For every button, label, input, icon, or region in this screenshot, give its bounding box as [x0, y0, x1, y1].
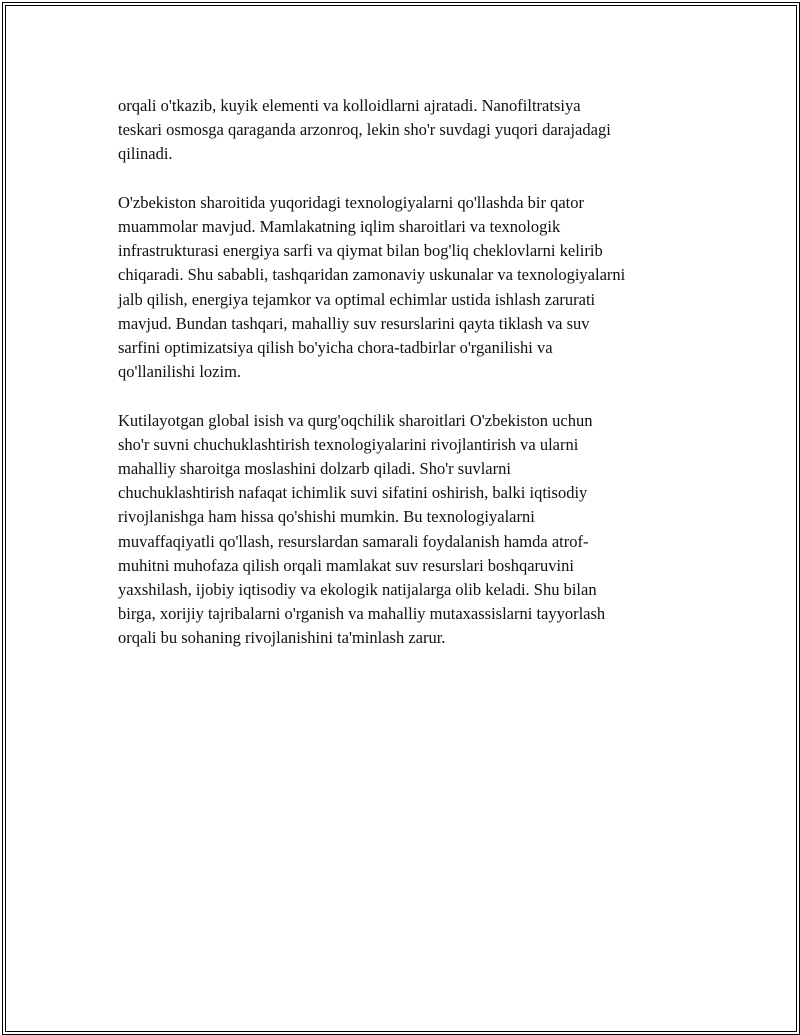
text-line: Kutilayotgan global isish va qurg'oqchilik sharoitlari O'zbekiston uchun: [118, 410, 593, 430]
text-line: sarfini optimizatsiya qilish bo'yicha chora-tadbirlar o'rganilishi va: [118, 338, 553, 358]
text-line: mavjud. Bundan tashqari, mahalliy suv resurslarini qayta tiklash va suv: [118, 313, 590, 333]
text-line: chiqaradi. Shu sababli, tashqaridan zamonaviy uskunalar va texnologiyalarni: [118, 265, 626, 285]
document-body: [118, 94, 698, 675]
text-line: qilinadi.: [118, 144, 173, 164]
text-line: teskari osmosga qaraganda arzonroq, lekin sho'r suvdagi yuqori darajadagi: [118, 120, 611, 140]
text-line: muammolar mavjud. Mamlakatning iqlim sharoitlari va texnologik: [118, 217, 561, 236]
text-line: orqali o'tkazib, kuyik elementi va kolloidlarni ajratadi. Nanofiltratsiya: [118, 96, 581, 115]
paragraph-1: [118, 94, 698, 167]
text-line: yaxshilash, ijobiy iqtisodiy va ekologik natijalarga olib keladi. Shu bilan: [118, 580, 597, 600]
text-line: sho'r suvni chuchuklashtirish texnologiyalarini rivojlantirish va ularni: [118, 434, 579, 454]
text-line: mahalliy sharoitga moslashini dolzarb qiladi. Sho'r suvlarni: [118, 459, 511, 479]
text-line: O'zbekiston sharoitida yuqoridagi texnologiyalarni qo'llashda bir qator: [118, 192, 585, 212]
text-line: birga, xorijiy tajribalarni o'rganish va mahalliy mutaxassislarni tayyorlash: [118, 604, 606, 624]
paragraph-2: [118, 191, 698, 385]
text-line: rivojlanishga ham hissa qo'shishi mumkin. Bu texnologiyalarni: [118, 507, 535, 527]
text-line: orqali bu sohaning rivojlanishini ta'minlash zarur.: [118, 628, 446, 648]
text-line: qo'llanilishi lozim.: [118, 362, 242, 382]
text-line: infrastrukturasi energiya sarfi va qiymat bilan bog'liq cheklovlarni kelirib: [118, 241, 603, 261]
text-line: chuchuklashtirish nafaqat ichimlik suvi sifatini oshirish, balki iqtisodiy: [118, 483, 588, 503]
text-line: muhitni muhofaza qilish orqali mamlakat suv resurslari boshqaruvini: [118, 555, 574, 575]
text-line: muvaffaqiyatli qo'llash, resurslardan samarali foydalanish hamda atrof-: [118, 531, 589, 551]
paragraph-3: [118, 409, 698, 651]
text-line: jalb qilish, energiya tejamkor va optimal echimlar ustida ishlash zarurati: [118, 289, 596, 309]
